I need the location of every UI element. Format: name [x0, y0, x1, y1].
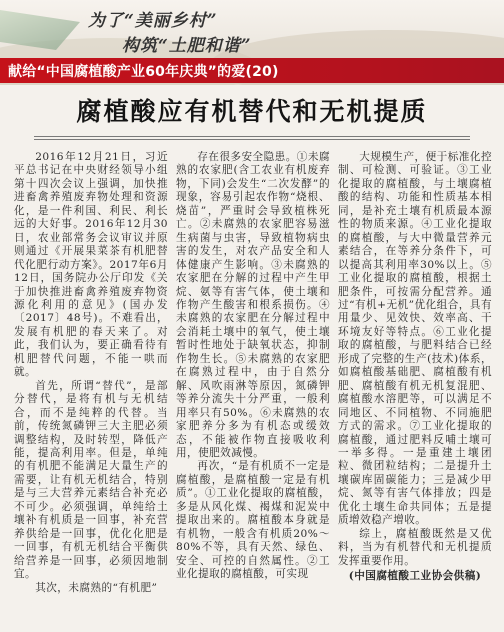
- tagline: 献给“中国腐植酸产业60年庆典”的爱(20): [8, 64, 279, 80]
- paragraph: 首先，所谓“替代”，是部分替代，是将有机与无机结合，而不是纯粹的代替。当前，传统氮磷钾三大主肥必须调整结构，及时转型，降低产能，提高利用率。但是，单纯的有机肥不能满足大量生产的需要，让有机无机结合，特别是与三大营养元素结合补充必不可少。必须强调，单纯给土壤补有机质是一回事，补充营养供给是一回事，优化化肥是一回事，有机无机结合平衡供给营养是一回事，必须因地制宜。: [14, 379, 168, 581]
- article-column-2: [176, 151, 330, 627]
- slogan-line-1: 为了“美丽乡村”: [88, 11, 218, 31]
- paragraph: 再次，“是有机质不一定是腐植酸，是腐植酸一定是有机质”。①工业化提取的腐植酸，多是从风化煤、褐煤和泥炭中提取出来的。腐植酸本身就是有机物，一般含有机质20%～80%不等，具有天然、绿色、安全、可控的自然属性。②工业化提取的腐植酸，可实现: [176, 460, 330, 581]
- headline-rule-bottom: [34, 139, 470, 140]
- headline-rule-top: [34, 136, 470, 137]
- paragraph: 大规模生产，便于标准化控制、可检测、可验证。③工业化提取的腐植酸，与土壤腐植酸的结构、功能和性质基本相同，是补充土壤有机质最本源性的物质来源。④工业化提取的腐植酸，与大中微量营养元素结合，在等养分条件下，可以提高其利用率30%以上。⑤工业化提取的腐植酸，根据土肥条件，可按需分配营养。通过“有机+无机”优化组合，具有用量少、见效快、效率高、干环境友好等特点。⑥工业化提取的腐植酸，与肥料结合已经形成了完整的生产(技术)体系，如腐植酸基础肥、腐植酸有机肥、腐植酸有机无机复混肥、腐植酸水溶肥等，可以满足不同地区、不同植物、不同施肥方式的需求。⑦工业化提取的腐植酸，通过肥料反哺土壤可一举多得。一是重建土壤团粒、微团粒结构；二是提升土壤碳库固碳能力；三是减少甲烷、氮等有害气体排放；四是优化土壤生命共同体；五是提质增效稳产增收。: [338, 151, 492, 527]
- paragraph: 其次，未腐熟的“有机肥”: [35, 581, 158, 594]
- paragraph: 2016年12月21日，习近平总书记在中央财经领导小组第十四次会议上强调，加快推进畜禽养殖废弃物处理和资源化，是一件利国、利民、利长远的大好事。2016年12月30日，农业部常务会议审议并原则通过《开展果菜茶有机肥替代化肥行动方案》。2017年6月12日，国务院办公厅印发《关于加快推进畜禽养殖废弃物资源化利用的意见》(国办发〔2017〕48号)。不难看出，发展有机肥的春天来了。对此，我们认为，要正确看待有机肥替代问题，不能一哄而就。: [14, 151, 168, 379]
- paragraph: 存在很多安全隐患。①未腐熟的农家肥(含工农业有机废弃物，下同)会发生“二次发酵”的现象，容易引起农作物“烧根、烧苗”，严重时会导致植株死亡。②未腐熟的农家肥容易滋生病菌与虫害，导致植物病虫害的发生，对农产品安全和人体健康产生影响。③未腐熟的农家肥在分解的过程中产生甲烷、氨等有害气体，使土壤和作物产生酸害和根系损伤。④未腐熟的农家肥在分解过程中会消耗土壤中的氧气，使土壤暂时性地处于缺氧状态，抑制作物生长。⑤未腐熟的农家肥在腐熟过程中，由于自然分解、风吹雨淋等原因，氮磷钾等养分流失十分严重，一般利用率只有50%。⑥未腐熟的农家肥养分多为有机态或缓效态，不能被作物直接吸收利用，使肥效减慢。: [176, 151, 330, 459]
- article-signature: (中国腐植酸工业协会供稿): [348, 570, 482, 583]
- article-column-1: [14, 151, 168, 627]
- article-column-3: [338, 151, 492, 627]
- banner: [0, 0, 504, 85]
- slogan-line-2: 构筑“土肥和谐”: [122, 36, 252, 56]
- paragraph: 综上，腐植酸既然是又优料，当为有机替代和无机提质发挥重要作用。: [338, 527, 492, 567]
- article-headline: 腐植酸应有机替代和无机提质: [76, 97, 428, 126]
